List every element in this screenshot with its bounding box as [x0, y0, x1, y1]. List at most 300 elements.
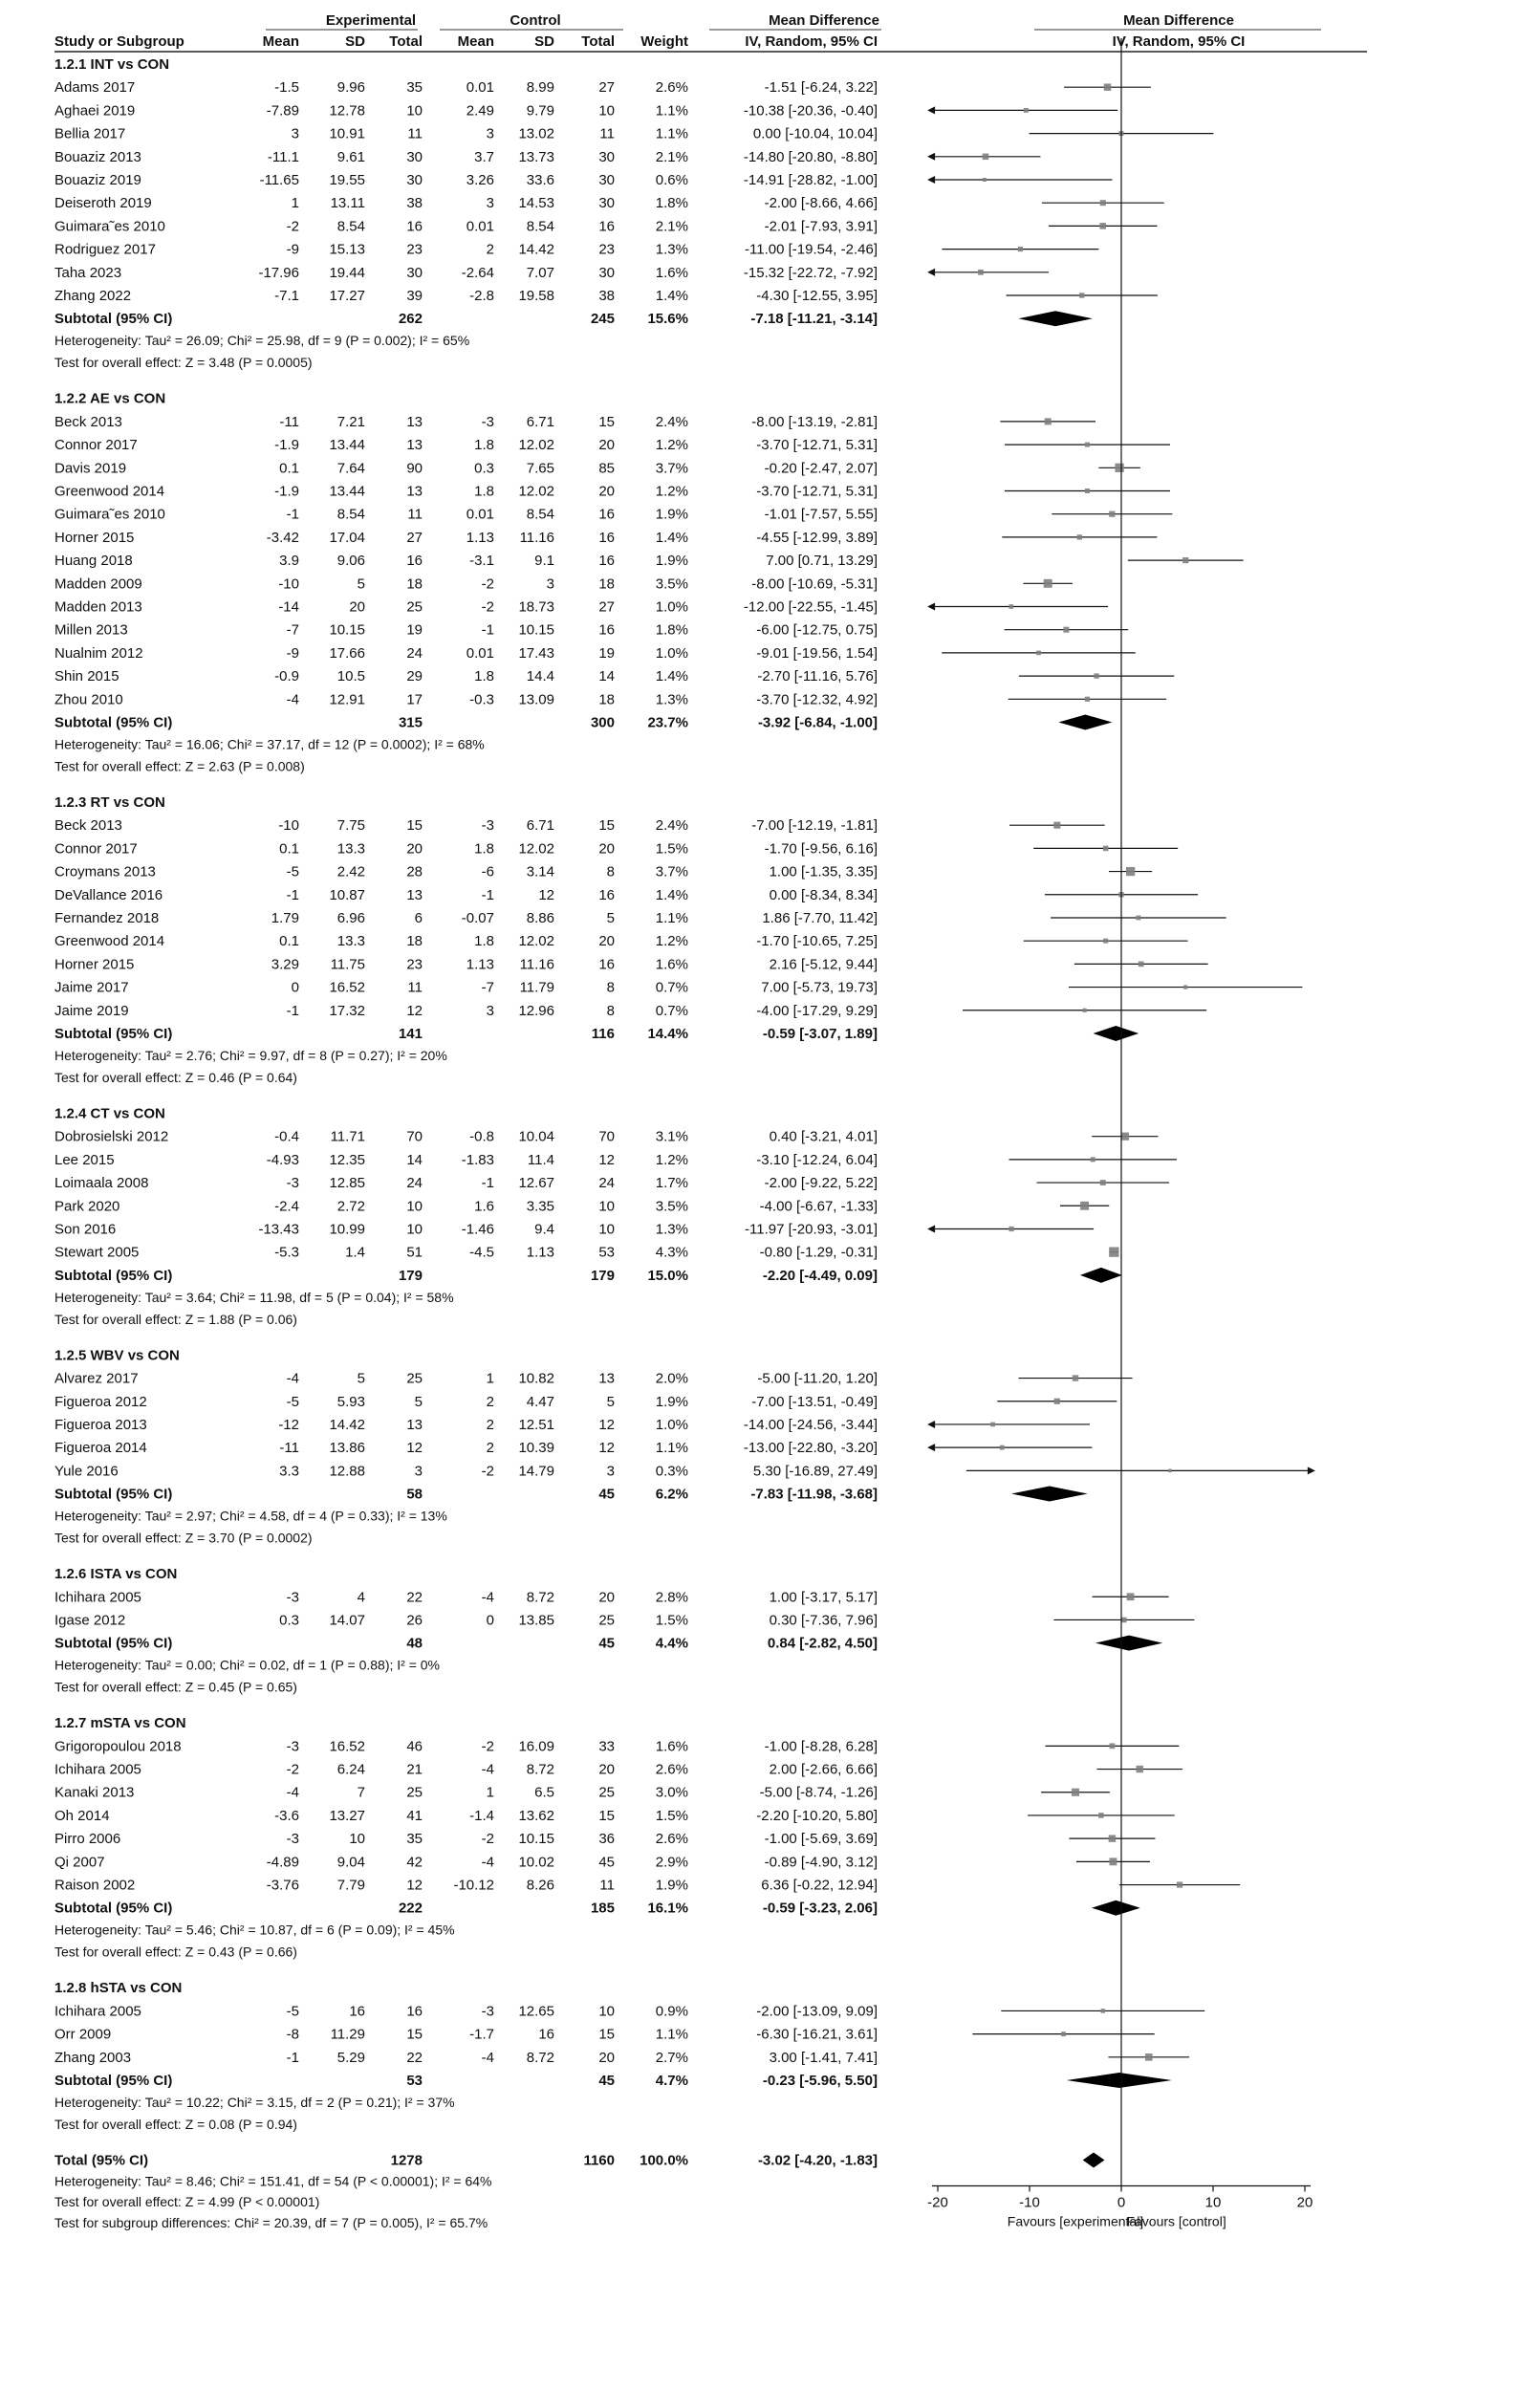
ci-arrow-left: [927, 602, 935, 610]
study-name: Son 2016: [54, 1221, 117, 1238]
subtotal-label: Subtotal (95% CI): [54, 1635, 173, 1652]
study-esd: 12.88: [329, 1463, 365, 1480]
study-csd: 14.79: [518, 1463, 554, 1480]
study-em: 0: [291, 979, 299, 996]
study-name: Stewart 2005: [54, 1244, 140, 1261]
study-name: Pirro 2006: [54, 1831, 121, 1848]
study-ci: -6.00 [-12.75, 0.75]: [756, 621, 878, 639]
study-csd: 12.02: [518, 437, 554, 454]
study-weight-square: [1104, 83, 1111, 90]
study-esd: 7.79: [336, 1877, 365, 1894]
subtotal-ci: -3.92 [-6.84, -1.00]: [757, 714, 878, 731]
study-weight-square: [1099, 223, 1106, 229]
study-ct: 8: [606, 863, 615, 880]
study-et: 15: [406, 2026, 423, 2043]
study-weight-square: [1079, 293, 1084, 297]
subgroup-title: 1.2.1 INT vs CON: [54, 56, 170, 73]
study-esd: 17.27: [329, 288, 365, 304]
study-cm: -4: [481, 1589, 494, 1606]
ci-arrow-left: [927, 153, 935, 161]
study-w: 3.5%: [655, 576, 688, 593]
study-em: 0.1: [279, 933, 299, 950]
study-ct: 53: [598, 1244, 615, 1261]
study-w: 1.1%: [655, 2026, 688, 2043]
study-csd: 9.4: [534, 1221, 554, 1238]
study-et: 30: [406, 172, 423, 188]
study-w: 4.3%: [655, 1244, 688, 1261]
study-cm: 0.01: [466, 79, 494, 97]
study-ct: 27: [598, 79, 615, 97]
forest-x-axis: [927, 38, 1312, 2229]
study-w: 0.7%: [655, 979, 688, 996]
study-cm: 1.8: [474, 668, 494, 685]
study-et: 16: [406, 553, 423, 570]
study-ci: 1.00 [-1.35, 3.35]: [769, 863, 878, 880]
study-cm: 3: [486, 125, 494, 142]
study-ct: 30: [598, 195, 615, 212]
study-w: 1.4%: [655, 288, 688, 304]
study-w: 1.7%: [655, 1175, 688, 1192]
study-esd: 20: [349, 598, 365, 616]
study-em: -3: [286, 1831, 299, 1848]
study-em: -14: [278, 598, 299, 616]
total-exp: 1278: [390, 2152, 423, 2169]
study-w: 3.1%: [655, 1128, 688, 1145]
study-em: 3.9: [279, 553, 299, 570]
study-et: 13: [406, 1416, 423, 1433]
study-et: 30: [406, 264, 423, 281]
study-esd: 11.71: [330, 1128, 365, 1145]
overall-effect-text: Test for overall effect: Z = 0.43 (P = 0.66): [54, 1944, 297, 1960]
study-csd: 12: [538, 886, 554, 903]
study-csd: 3.14: [526, 863, 554, 880]
study-et: 19: [406, 621, 423, 639]
study-esd: 16.52: [329, 1738, 365, 1755]
study-weight-square: [1098, 1813, 1104, 1818]
study-name: Ichihara 2005: [54, 1761, 141, 1778]
total-weight: 100.0%: [640, 2152, 688, 2169]
study-esd: 7.21: [336, 413, 365, 430]
study-ci: -3.70 [-12.71, 5.31]: [756, 483, 878, 500]
study-esd: 10.87: [329, 886, 365, 903]
study-weight-square: [1085, 443, 1090, 447]
study-em: -13.43: [258, 1221, 299, 1238]
study-et: 12: [406, 1002, 423, 1019]
study-cm: 2: [486, 1393, 494, 1410]
subtotal-diamond: [1011, 1487, 1088, 1502]
study-em: -1.9: [274, 437, 299, 454]
study-csd: 8.86: [526, 909, 554, 926]
subtotal-ci: -0.59 [-3.23, 2.06]: [762, 1900, 878, 1917]
study-ci: 6.36 [-0.22, 12.94]: [761, 1877, 878, 1894]
study-ci: -2.01 [-7.93, 3.91]: [764, 218, 878, 235]
study-ci: 2.16 [-5.12, 9.44]: [769, 956, 878, 973]
study-em: -2: [286, 218, 299, 235]
study-et: 51: [406, 1244, 423, 1261]
study-weight-square: [1054, 1399, 1060, 1404]
study-em: -3.6: [274, 1807, 299, 1824]
study-ct: 30: [598, 172, 615, 188]
study-esd: 5: [357, 576, 365, 593]
study-et: 11: [407, 506, 423, 523]
study-em: -10: [278, 817, 299, 835]
study-csd: 9.79: [526, 102, 554, 120]
study-cm: -3.1: [469, 553, 494, 570]
study-ci: -7.00 [-13.51, -0.49]: [751, 1393, 878, 1410]
study-cm: 1.8: [474, 483, 494, 500]
study-et: 21: [406, 1761, 423, 1778]
study-ci: -8.00 [-13.19, -2.81]: [751, 413, 878, 430]
study-csd: 12.51: [518, 1416, 554, 1433]
study-ci: -2.00 [-8.66, 4.66]: [764, 195, 878, 212]
study-w: 2.7%: [655, 2049, 688, 2066]
ci-arrow-left: [927, 176, 935, 184]
study-esd: 10.99: [329, 1221, 365, 1238]
study-weight-square: [978, 270, 984, 275]
study-ci: -0.89 [-4.90, 3.12]: [764, 1854, 878, 1871]
study-esd: 4: [357, 1589, 365, 1606]
study-w: 2.0%: [655, 1370, 688, 1387]
study-ci: 1.00 [-3.17, 5.17]: [769, 1589, 878, 1606]
favours-experimental-label: Favours [experimental]: [1007, 2213, 1144, 2229]
study-em: 3.3: [279, 1463, 299, 1480]
subtotal-ctl-total: 45: [598, 1486, 615, 1503]
heterogeneity-text: Heterogeneity: Tau² = 2.76; Chi² = 9.97, df = 8 (P = 0.27); I² = 20%: [54, 1047, 447, 1063]
study-ci: -1.00 [-5.69, 3.69]: [764, 1831, 878, 1848]
study-esd: 11.75: [330, 956, 365, 973]
study-em: -1: [286, 886, 299, 903]
study-esd: 13.11: [330, 195, 365, 212]
study-ct: 23: [598, 241, 615, 258]
study-name: Taha 2023: [54, 264, 122, 281]
study-em: -2: [286, 1761, 299, 1778]
subtotal-diamond: [1067, 2073, 1172, 2088]
study-w: 2.4%: [655, 413, 688, 430]
subtotal-exp-total: 315: [398, 714, 423, 731]
study-ci: -14.80 [-20.80, -8.80]: [743, 148, 878, 165]
study-csd: 13.85: [518, 1612, 554, 1629]
study-esd: 16.52: [329, 979, 365, 996]
study-w: 1.2%: [655, 1151, 688, 1168]
study-csd: 12.96: [518, 1002, 554, 1019]
study-em: 0.3: [279, 1612, 299, 1629]
study-ct: 20: [598, 483, 615, 500]
study-et: 90: [406, 460, 423, 477]
study-et: 70: [406, 1128, 423, 1145]
study-ct: 15: [598, 817, 615, 835]
study-cm: 2: [486, 1440, 494, 1457]
study-et: 13: [406, 437, 423, 454]
study-name: Oh 2014: [54, 1807, 110, 1824]
study-em: -9: [286, 241, 299, 258]
study-weight-square: [1073, 1375, 1078, 1380]
study-cm: -2: [481, 1831, 494, 1848]
footer-text: Test for overall effect: Z = 4.99 (P < 0.00001): [54, 2194, 320, 2210]
study-ci: -5.00 [-8.74, -1.26]: [759, 1784, 878, 1801]
study-ct: 10: [598, 2003, 615, 2020]
study-name: Adams 2017: [54, 79, 136, 97]
study-name: Greenwood 2014: [54, 933, 165, 950]
study-ci: -4.00 [-6.67, -1.33]: [759, 1198, 878, 1215]
study-cm: -0.3: [469, 691, 494, 708]
study-csd: 8.26: [526, 1877, 554, 1894]
subtotal-label: Subtotal (95% CI): [54, 2073, 173, 2090]
study-esd: 17.04: [329, 529, 365, 546]
subtotal-ci: -7.83 [-11.98, -3.68]: [750, 1486, 878, 1503]
study-w: 1.8%: [655, 195, 688, 212]
study-weight-square: [1103, 939, 1108, 944]
subtotal-weight: 14.4%: [647, 1025, 688, 1042]
study-esd: 12.85: [329, 1175, 365, 1192]
study-weight-square: [1063, 627, 1069, 633]
study-w: 1.3%: [655, 691, 688, 708]
study-name: Bouaziz 2019: [54, 172, 141, 188]
study-esd: 7.75: [336, 817, 365, 835]
study-w: 2.6%: [655, 1761, 688, 1778]
study-weight-square: [1009, 1227, 1013, 1231]
study-name: Jaime 2019: [54, 1002, 129, 1019]
study-weight-square: [1136, 1766, 1142, 1772]
study-csd: 14.42: [518, 241, 554, 258]
study-ct: 11: [599, 125, 615, 142]
study-ct: 5: [606, 1393, 615, 1410]
study-w: 3.7%: [655, 460, 688, 477]
study-ct: 12: [598, 1440, 615, 1457]
study-weight-square: [1109, 1835, 1116, 1841]
study-cm: -3: [481, 2003, 494, 2020]
study-name: Nualnim 2012: [54, 644, 143, 662]
study-em: -4.89: [266, 1854, 299, 1871]
study-cm: -1.46: [461, 1221, 494, 1238]
ctl-sd-header: SD: [534, 33, 554, 50]
study-cm: -1.4: [469, 1807, 494, 1824]
study-ct: 33: [598, 1738, 615, 1755]
study-name: Bouaziz 2013: [54, 148, 141, 165]
overall-effect-text: Test for overall effect: Z = 0.46 (P = 0.64): [54, 1069, 297, 1085]
overall-effect-text: Test for overall effect: Z = 3.70 (P = 0.0002): [54, 1530, 313, 1546]
study-et: 20: [406, 840, 423, 858]
study-ci: 0.00 [-10.04, 10.04]: [752, 125, 878, 142]
study-ci: -1.00 [-8.28, 6.28]: [764, 1738, 878, 1755]
study-csd: 14.4: [526, 668, 554, 685]
study-ci: 7.00 [0.71, 13.29]: [766, 553, 878, 570]
study-name: Ichihara 2005: [54, 1589, 141, 1606]
study-name: Aghaei 2019: [54, 102, 136, 120]
study-w: 0.9%: [655, 2003, 688, 2020]
study-weight-square: [1083, 1009, 1087, 1012]
study-w: 3.0%: [655, 1784, 688, 1801]
study-cm: -2: [481, 1738, 494, 1755]
study-et: 25: [406, 1784, 423, 1801]
study-cm: 3: [486, 1002, 494, 1019]
study-ci: -5.00 [-11.20, 1.20]: [757, 1370, 878, 1387]
study-name: Davis 2019: [54, 460, 127, 477]
study-em: 3.29: [271, 956, 299, 973]
study-ct: 19: [598, 644, 615, 662]
total-ci: -3.02 [-4.20, -1.83]: [757, 2152, 878, 2169]
study-weight-square: [990, 1423, 995, 1427]
study-et: 26: [406, 1612, 423, 1629]
study-ci: 7.00 [-5.73, 19.73]: [761, 979, 878, 996]
study-em: -10: [278, 576, 299, 593]
study-em: -1: [286, 506, 299, 523]
study-name: Connor 2017: [54, 437, 138, 454]
study-et: 38: [406, 195, 423, 212]
study-weight-square: [1101, 2009, 1106, 2013]
study-w: 1.2%: [655, 437, 688, 454]
study-w: 2.1%: [655, 148, 688, 165]
study-esd: 10.5: [336, 668, 365, 685]
study-esd: 2.72: [336, 1198, 365, 1215]
study-ct: 10: [598, 1221, 615, 1238]
study-em: -7.89: [266, 102, 299, 120]
x-tick-label: 0: [1117, 2194, 1126, 2211]
study-w: 1.4%: [655, 668, 688, 685]
study-et: 6: [414, 909, 423, 926]
study-ci: -10.38 [-20.36, -0.40]: [743, 102, 878, 120]
x-tick-label: -10: [1019, 2194, 1040, 2211]
study-csd: 6.71: [526, 413, 554, 430]
study-ct: 16: [598, 886, 615, 903]
study-weight-square: [1145, 2053, 1153, 2061]
x-tick-label: -20: [927, 2194, 948, 2211]
study-et: 41: [406, 1807, 423, 1824]
subtotal-ci: -0.59 [-3.07, 1.89]: [762, 1025, 878, 1042]
study-name: Grigoropoulou 2018: [54, 1738, 182, 1755]
subtotal-diamond: [1092, 1901, 1140, 1916]
subtotal-ctl-total: 45: [598, 1635, 615, 1652]
study-name: Jaime 2017: [54, 979, 129, 996]
study-em: -1.5: [274, 79, 299, 97]
ci-arrow-left: [927, 106, 935, 114]
study-csd: 8.72: [526, 2049, 554, 2066]
method-header: IV, Random, 95% CI: [745, 33, 878, 50]
subtotal-exp-total: 262: [398, 311, 423, 328]
subgroup-title: 1.2.8 hSTA vs CON: [54, 1980, 183, 1997]
study-ci: -4.00 [-17.29, 9.29]: [756, 1002, 878, 1019]
study-weight-square: [1182, 557, 1188, 563]
study-esd: 13.86: [329, 1440, 365, 1457]
study-ct: 20: [598, 1589, 615, 1606]
subtotal-ci: -7.18 [-11.21, -3.14]: [750, 311, 878, 328]
study-w: 1.3%: [655, 241, 688, 258]
study-ct: 15: [598, 1807, 615, 1824]
footer-text: Heterogeneity: Tau² = 8.46; Chi² = 151.41, df = 54 (P < 0.00001); I² = 64%: [54, 2173, 492, 2189]
study-csd: 6.5: [534, 1784, 554, 1801]
study-weight-square: [1121, 1133, 1129, 1141]
study-csd: 11.79: [519, 979, 554, 996]
study-et: 3: [414, 1463, 423, 1480]
study-ci: -8.00 [-10.69, -5.31]: [751, 576, 878, 593]
study-ct: 25: [598, 1612, 615, 1629]
study-w: 1.6%: [655, 1738, 688, 1755]
study-ci: 0.30 [-7.36, 7.96]: [769, 1612, 878, 1629]
study-cm: -1.7: [469, 2026, 494, 2043]
study-cm: -0.07: [461, 909, 494, 926]
study-et: 10: [406, 1198, 423, 1215]
ctl-mean-header: Mean: [457, 33, 494, 50]
subtotal-label: Subtotal (95% CI): [54, 714, 173, 731]
study-cm: 3: [486, 195, 494, 212]
study-et: 13: [406, 886, 423, 903]
study-em: -9: [286, 644, 299, 662]
study-ct: 18: [598, 691, 615, 708]
subtotal-exp-total: 48: [406, 1635, 423, 1652]
study-name: Horner 2015: [54, 956, 135, 973]
study-ct: 20: [598, 437, 615, 454]
study-name: Guimara˜es 2010: [54, 506, 165, 523]
study-name: Bellia 2017: [54, 125, 126, 142]
study-cm: 1.8: [474, 437, 494, 454]
study-esd: 14.42: [329, 1416, 365, 1433]
subtotal-label: Subtotal (95% CI): [54, 311, 173, 328]
study-em: 1: [291, 195, 299, 212]
study-cm: 2: [486, 1416, 494, 1433]
study-em: -3.76: [266, 1877, 299, 1894]
study-name: Beck 2013: [54, 817, 122, 835]
study-cm: -4: [481, 2049, 494, 2066]
study-cm: 1.8: [474, 840, 494, 858]
study-em: -3: [286, 1738, 299, 1755]
subgroup-title: 1.2.6 ISTA vs CON: [54, 1566, 178, 1583]
table-header: [54, 12, 1367, 52]
study-em: 0.1: [279, 840, 299, 858]
plot-mean-difference-header: Mean Difference: [1123, 12, 1234, 29]
study-cm: 0.01: [466, 218, 494, 235]
study-name: Fernandez 2018: [54, 909, 160, 926]
study-esd: 6.24: [336, 1761, 365, 1778]
study-esd: 13.27: [329, 1807, 365, 1824]
study-w: 1.0%: [655, 644, 688, 662]
study-esd: 1.4: [345, 1244, 365, 1261]
study-csd: 13.62: [518, 1807, 554, 1824]
study-cm: -1: [481, 886, 494, 903]
study-w: 1.0%: [655, 1416, 688, 1433]
study-cm: -2: [481, 1463, 494, 1480]
study-name: Madden 2009: [54, 576, 142, 593]
study-cm: 3.26: [466, 172, 494, 188]
study-weight-square: [1077, 534, 1082, 539]
study-et: 12: [406, 1877, 423, 1894]
study-ct: 36: [598, 1831, 615, 1848]
study-ct: 45: [598, 1854, 615, 1871]
subgroup-title: 1.2.5 WBV vs CON: [54, 1347, 180, 1364]
study-name: Croymans 2013: [54, 863, 156, 880]
study-ct: 14: [598, 668, 615, 685]
heterogeneity-text: Heterogeneity: Tau² = 16.06; Chi² = 37.17, df = 12 (P = 0.0002); I² = 68%: [54, 736, 485, 752]
study-ct: 10: [598, 102, 615, 120]
study-name: Guimara˜es 2010: [54, 218, 165, 235]
study-csd: 10.39: [518, 1440, 554, 1457]
study-et: 24: [406, 1175, 423, 1192]
study-name: Alvarez 2017: [54, 1370, 139, 1387]
x-tick-label: 20: [1296, 2194, 1313, 2211]
study-w: 2.8%: [655, 1589, 688, 1606]
study-weight-square: [1036, 651, 1041, 656]
study-em: -3: [286, 1589, 299, 1606]
study-et: 35: [406, 79, 423, 97]
study-weight-square: [1127, 1593, 1135, 1600]
study-w: 3.7%: [655, 863, 688, 880]
control-header: Control: [510, 12, 561, 29]
subtotal-diamond: [1094, 1026, 1139, 1041]
study-cm: -3: [481, 817, 494, 835]
ci-arrow-left: [927, 1225, 935, 1232]
study-weight-square: [1100, 200, 1106, 206]
subgroup-title: 1.2.2 AE vs CON: [54, 390, 166, 407]
study-et: 28: [406, 863, 423, 880]
study-et: 12: [406, 1440, 423, 1457]
